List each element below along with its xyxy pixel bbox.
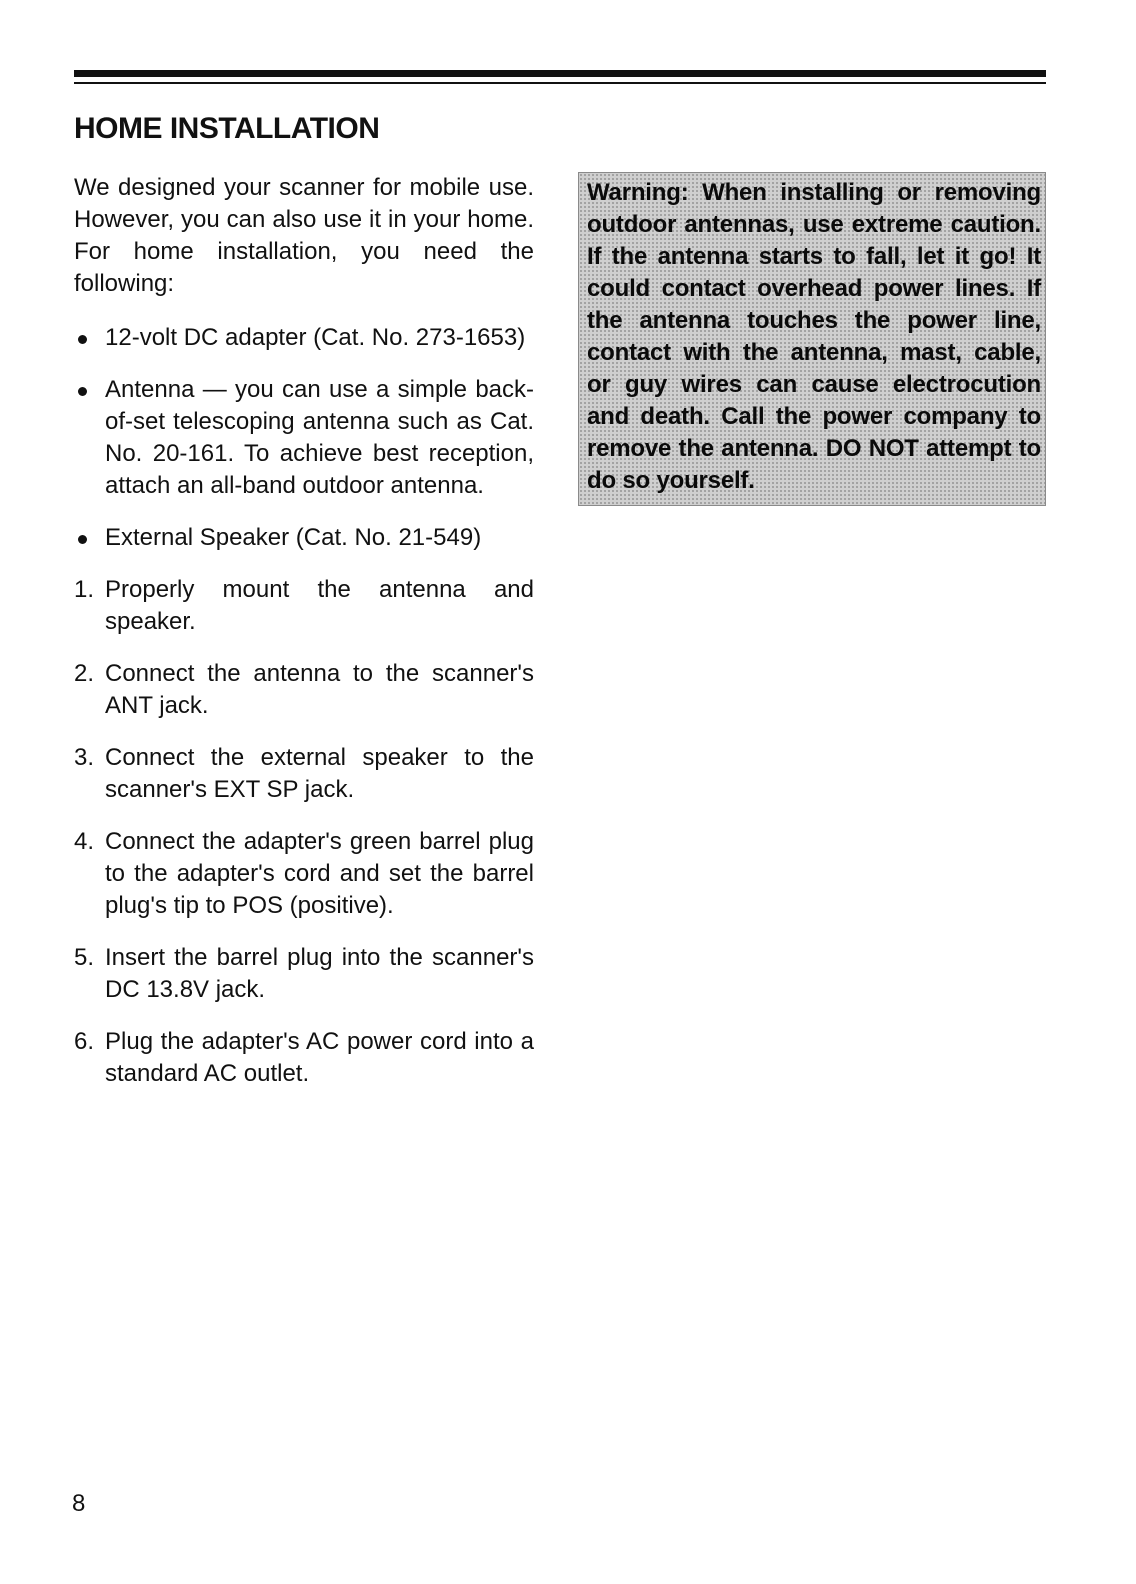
main-column	[74, 172, 534, 1110]
step-number: 4.	[74, 828, 95, 855]
intro-paragraph: We designed your scanner for mobile use. However, you can also use it in your home. For home installation, you need the following:	[74, 174, 534, 297]
requirement-text: External Speaker (Cat. No. 21-549)	[105, 524, 482, 551]
step-number: 2.	[74, 660, 95, 687]
top-rule-thick	[74, 70, 1046, 77]
requirement-text: 12-volt DC adapter (Cat. No. 273-1653)	[105, 324, 526, 351]
step-text: Connect the external speaker to the scanner's EXT SP jack.	[105, 744, 534, 803]
step-number: 6.	[74, 1028, 95, 1055]
step-text: Plug the adapter's AC power cord into a standard AC outlet.	[105, 1028, 534, 1087]
bullet-icon	[78, 387, 87, 396]
step-number: 1.	[74, 576, 95, 603]
requirement-item	[74, 322, 534, 354]
bullet-icon	[78, 335, 87, 344]
step-item	[74, 942, 534, 1006]
warning-text: Warning: When installing or removing outdoor antennas, use extreme caution. If the antenna starts to fall, let it go! It could contact overhead power lines. If the antenna touches the power line, contact with the antenna, mast, cable, or guy wires can cause electrocution and death. Call the power company to remove the antenna. DO NOT attempt to do so yourself.	[587, 179, 1041, 494]
warning-box	[578, 172, 1046, 506]
step-text: Connect the adapter's green barrel plug to the adapter's cord and set the barrel plug's tip to POS (positive).	[105, 828, 534, 919]
bullet-icon	[78, 535, 87, 544]
step-item	[74, 574, 534, 638]
step-number: 5.	[74, 944, 95, 971]
page-number: 8	[72, 1490, 86, 1517]
step-item	[74, 826, 534, 922]
requirement-text: Antenna — you can use a simple back-of-set telescoping antenna such as Cat. No. 20-161. To achieve best reception, attach an all-band outdoor antenna.	[105, 376, 534, 499]
section-title: HOME INSTALLATION	[74, 112, 380, 145]
step-text: Connect the antenna to the scanner's ANT jack.	[105, 660, 534, 719]
step-text: Properly mount the antenna and speaker.	[105, 576, 534, 635]
step-number: 3.	[74, 744, 95, 771]
requirement-item	[74, 374, 534, 502]
step-item	[74, 742, 534, 806]
step-text: Insert the barrel plug into the scanner's DC 13.8V jack.	[105, 944, 534, 1003]
step-item	[74, 658, 534, 722]
step-item	[74, 1026, 534, 1090]
top-rule-thin	[74, 82, 1046, 84]
requirement-item	[74, 522, 534, 554]
